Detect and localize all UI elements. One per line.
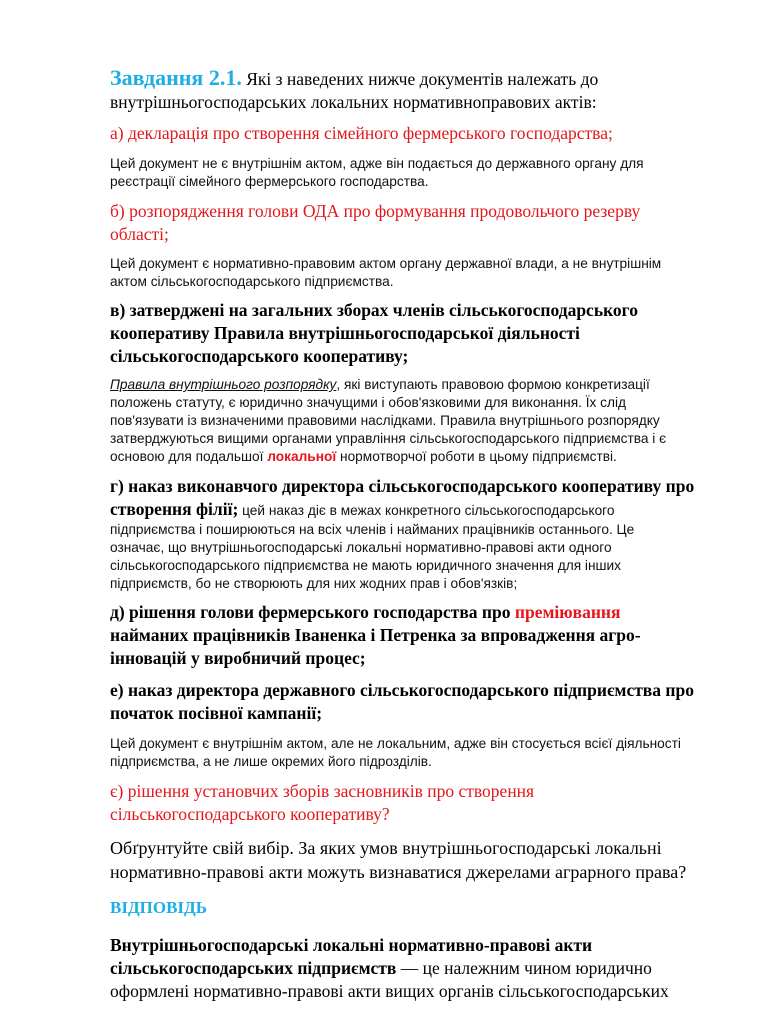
item-b bbox=[110, 200, 708, 246]
item-g-comment-line3: означає, що внутрішньогосподарські локальні нормативно-правові акти одного bbox=[110, 540, 612, 555]
item-g-comment-line1-rest: цей наказ діє в межах конкретного сільськогосподарського bbox=[238, 503, 615, 518]
justify-paragraph bbox=[110, 836, 708, 884]
item-a-text: а) декларація про створення сімейного фермерського господарства; bbox=[110, 123, 613, 143]
item-v-comment-line5-a: основою для подальшої bbox=[110, 449, 268, 464]
item-v-comment-line4: затверджуються вищими органами управління сільськогосподарського підприємства і є bbox=[110, 431, 667, 446]
item-b-text-line2: області; bbox=[110, 224, 169, 244]
item-e-text-line2: початок посівної кампанії; bbox=[110, 703, 323, 723]
task-question-line1: Які з наведених нижче документів належать до bbox=[241, 69, 599, 89]
item-v-comment-line2: положень статуту, є юридично значущими і обов'язковими для виконання. Їх слід bbox=[110, 395, 627, 410]
item-e-comment-line2: підприємства, а не лише окремих його підрозділів. bbox=[110, 754, 432, 769]
item-a bbox=[110, 122, 708, 145]
item-a-comment bbox=[110, 155, 708, 191]
answer-line2-rest: — це належним чином юридично bbox=[396, 958, 652, 978]
answer-bold-line2: сільськогосподарських підприємств bbox=[110, 958, 397, 978]
item-v-comment-line5-red: локальної bbox=[267, 449, 337, 464]
item-v-text-line3: сільськогосподарського кооперативу; bbox=[110, 346, 409, 366]
item-g-text-line1: г) наказ виконавчого директора сільськогосподарського кооперативу про bbox=[110, 476, 695, 496]
item-e bbox=[110, 679, 708, 725]
item-v-comment-line3: пов'язувати із визначеними правовими наслідками. Правила внутрішнього розпорядку bbox=[110, 413, 660, 428]
task-question bbox=[110, 66, 708, 114]
item-e-text-line1: е) наказ директора державного сільськогосподарського підприємства про bbox=[110, 680, 694, 700]
task-label: Завдання 2.1. bbox=[110, 65, 242, 90]
item-g-comment bbox=[110, 521, 708, 593]
item-g-comment-line4: сільськогосподарського підприємства не мають юридичного значення для інших bbox=[110, 558, 622, 573]
item-ye-text-line2: сільськогосподарського кооперативу? bbox=[110, 804, 390, 824]
item-b-comment bbox=[110, 255, 708, 291]
item-d-text-line3: інновацій у виробничий процес; bbox=[110, 648, 366, 668]
justify-line1: Обґрунтуйте свій вибір. За яких умов внутрішньогосподарські локальні bbox=[110, 838, 662, 858]
item-e-comment bbox=[110, 735, 708, 771]
justify-line2: нормативно-правові акти можуть визнаватися джерелами аграрного права? bbox=[110, 862, 687, 882]
item-d-text-line1-red: преміювання bbox=[514, 602, 621, 622]
item-g-line2 bbox=[110, 498, 708, 521]
item-d bbox=[110, 601, 708, 670]
item-ye bbox=[110, 780, 708, 826]
item-a-comment-line1: Цей документ не є внутрішнім актом, адже він подається до державного органу для bbox=[110, 156, 644, 171]
item-g bbox=[110, 475, 708, 593]
item-g-comment-line2: підприємства і поширюються на всіх членів і найманих працівників останнього. Це bbox=[110, 522, 635, 537]
task-question-line2: внутрішньогосподарських локальних нормативноправових актів: bbox=[110, 92, 597, 112]
item-g-comment-line5: підприємств, бо не створюють для них жодних прав і обов'язків; bbox=[110, 576, 518, 591]
item-b-comment-line1: Цей документ є нормативно-правовим актом органу державної влади, а не внутрішнім bbox=[110, 256, 662, 271]
item-ye-text-line1: є) рішення установчих зборів засновників про створення bbox=[110, 781, 535, 801]
item-g-text-line2: створення філії; bbox=[110, 499, 239, 519]
answer-bold-line1: Внутрішньогосподарські локальні нормативно-правові акти bbox=[110, 935, 593, 955]
item-v-comment bbox=[110, 376, 708, 466]
item-v-comment-link[interactable]: Правила внутрішнього розпорядку bbox=[110, 377, 337, 392]
item-v bbox=[110, 299, 708, 368]
answer-heading: ВІДПОВІДЬ bbox=[110, 898, 207, 917]
item-v-text-line1: в) затверджені на загальних зборах членів сільськогосподарського bbox=[110, 300, 638, 320]
answer-paragraph bbox=[110, 934, 708, 1003]
answer-line3: оформлені нормативно-правові акти вищих органів сільськогосподарських bbox=[110, 981, 669, 1001]
item-v-comment-line5-b: нормотворчої роботи в цьому підприємстві. bbox=[336, 449, 617, 464]
item-v-comment-line1-rest: , які виступають правовою формою конкретизації bbox=[336, 377, 650, 392]
item-e-comment-line1: Цей документ є внутрішнім актом, але не локальним, адже він стосується всієї діяльності bbox=[110, 736, 681, 751]
item-b-text-line1: б) розпорядження голови ОДА про формування продовольчого резерву bbox=[110, 201, 641, 221]
item-a-comment-line2: реєстрації сімейного фермерського господарства. bbox=[110, 174, 429, 189]
item-v-text-line2: кооперативу Правила внутрішньогосподарської діяльності bbox=[110, 323, 580, 343]
item-d-text-line1-a: д) рішення голови фермерського господарства про bbox=[110, 602, 515, 622]
item-d-text-line2: найманих працівників Іваненка і Петренка за впровадження агро- bbox=[110, 625, 641, 645]
item-b-comment-line2: актом сільськогосподарського підприємства. bbox=[110, 274, 394, 289]
